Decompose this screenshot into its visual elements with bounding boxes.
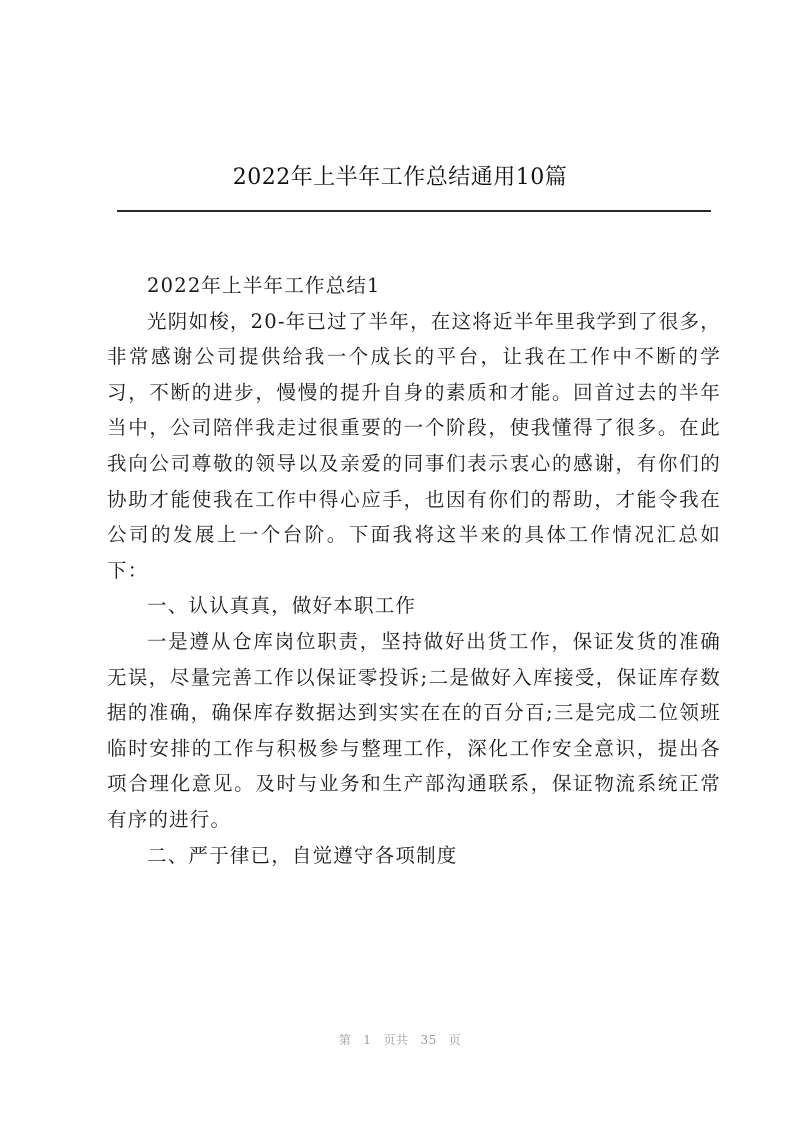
page-label-mid: 页共 [383, 1033, 409, 1047]
page-label-suffix: 页 [448, 1033, 462, 1047]
subsection-heading: 一、认认真真，做好本职工作 [147, 594, 417, 618]
section-heading: 2022年上半年工作总结1 [147, 274, 381, 297]
title-divider [117, 210, 711, 212]
document-body [107, 268, 721, 873]
body-paragraph: 光阴如梭，20-年已过了半年，在这将近半年里我学到了很多，非常感谢公司提供给我一个成长的平台，让我在工作中不断的学习，不断的进步，慢慢的提升自身的素质和才能。回首过去的半年当中，公司陪伴我走过很重要的一个阶段，使我懂得了很多。在此我向公司尊敬的领导以及亲爱的同事们表示衷心的感谢，有你们的协助才能使我在工作中得心应手，也因有你们的帮助，才能令我在公司的发展上一个台阶。下面我将这半来的具体工作情况汇总如下： [107, 309, 721, 582]
page-number-footer [0, 1031, 800, 1049]
page-label-prefix: 第 [338, 1033, 352, 1047]
document-title: 2022年上半年工作总结通用10篇 [232, 165, 568, 190]
current-page-number: 1 [363, 1033, 372, 1047]
total-pages-number: 35 [420, 1033, 437, 1047]
body-paragraph: 一是遵从仓库岗位职责，坚持做好出货工作，保证发货的准确无误，尽量完善工作以保证零投诉;二是做好入库接受，保证库存数据的准确，确保库存数据达到实实在在的百分百;三是完成二位领班临时安排的工作与积极参与整理工作，深化工作安全意识，提出各项合理化意见。及时与业务和生产部沟通联系，保证物流系统正常有序的进行。 [107, 629, 721, 831]
subsection-heading: 二、严于律已，自觉遵守各项制度 [147, 843, 458, 867]
